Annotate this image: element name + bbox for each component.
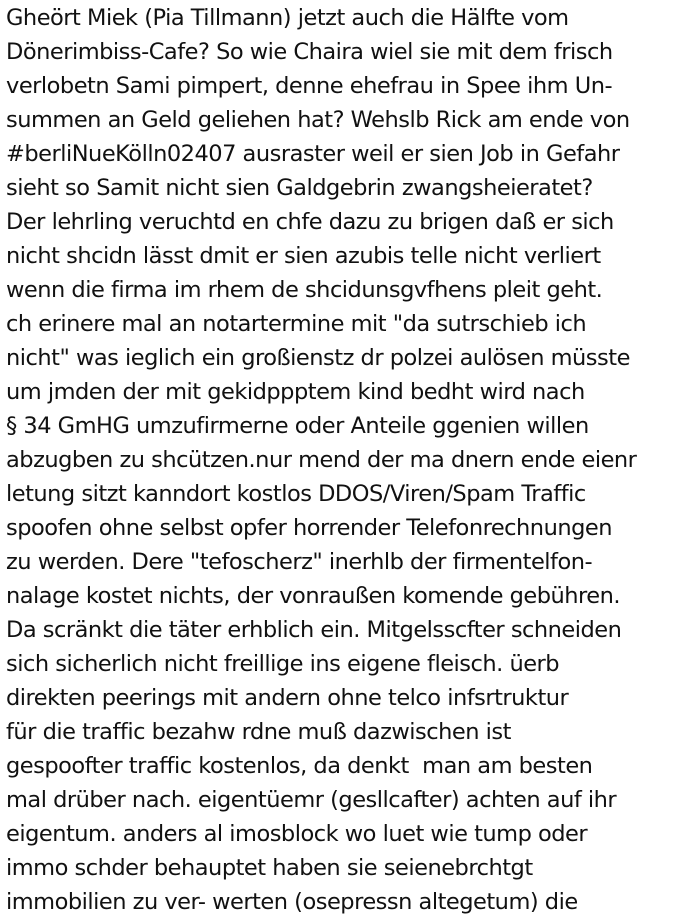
text-line: nicht" was ieglich ein großienstz dr polzei aulösen müsste — [6, 345, 630, 371]
text-line: sieht so Samit nicht sien Galdgebrin zwangsheieratet? — [6, 175, 593, 201]
text-line: letung sitzt kanndort kostlos DDOS/Viren/Spam Traffic — [6, 481, 586, 507]
text-line: spoofen ohne selbst opfer horrender Telefonrechnungen — [6, 515, 612, 541]
text-line: Gheört Miek (Pia Tillmann) jetzt auch die Hälfte vom — [6, 5, 569, 31]
text-line: immo schder behauptet haben sie seienebrchtgt — [6, 855, 533, 881]
text-line: zu werden. Dere "tefoscherz" inerhlb der firmentelfon- — [6, 549, 593, 575]
text-line: § 34 GmHG umzufirmerne oder Anteile ggenien willen — [6, 413, 589, 439]
text-line: nalage kostet nichts, der vonraußen komende gebühren. — [6, 583, 621, 609]
text-line: eigentum. anders al imosblock wo luet wie tump oder — [6, 821, 588, 847]
text-line: #berliNueKölln02407 ausraster weil er sien Job in Gefahr — [6, 141, 620, 167]
text-line: wenn die firma im rhem de shcidunsgvfhens pleit geht. — [6, 277, 603, 303]
text-line: um jmden der mit gekidppptem kind bedht wird nach — [6, 379, 585, 405]
text-line: gespoofter traffic kostenlos, da denkt man am besten — [6, 753, 593, 779]
text-line: Dönerimbiss-Cafe? So wie Chaira wiel sie mit dem frisch — [6, 39, 613, 65]
text-line: ch erinere mal an notartermine mit "da sutrschieb ich — [6, 311, 587, 337]
text-line: verlobetn Sami pimpert, denne ehefrau in Spee ihm Un- — [6, 73, 613, 99]
text-line: für die traffic bezahw rdne muß dazwischen ist — [6, 719, 511, 745]
text-line: abzugben zu shcützen.nur mend der ma dnern ende eienr — [6, 447, 637, 473]
text-line: immobilien zu ver- werten (osepressn altegetum) die — [6, 889, 578, 915]
text-line: direkten peerings mit andern ohne telco infsrtruktur — [6, 685, 569, 711]
text-line: Da scränkt die täter erhblich ein. Mitgelsscfter schneiden — [6, 617, 622, 643]
text-line: mal drüber nach. eigentüemr (gesllcafter) achten auf ihr — [6, 787, 617, 813]
text-line: Der lehrling veruchtd en chfe dazu zu brigen daß er sich — [6, 209, 614, 235]
text-line: summen an Geld geliehen hat? Wehslb Rick am ende von — [6, 107, 630, 133]
text-line: sich sicherlich nicht freillige ins eigene fleisch. üerb — [6, 651, 560, 677]
text-line: nicht shcidn lässt dmit er sien azubis telle nicht verliert — [6, 243, 601, 269]
